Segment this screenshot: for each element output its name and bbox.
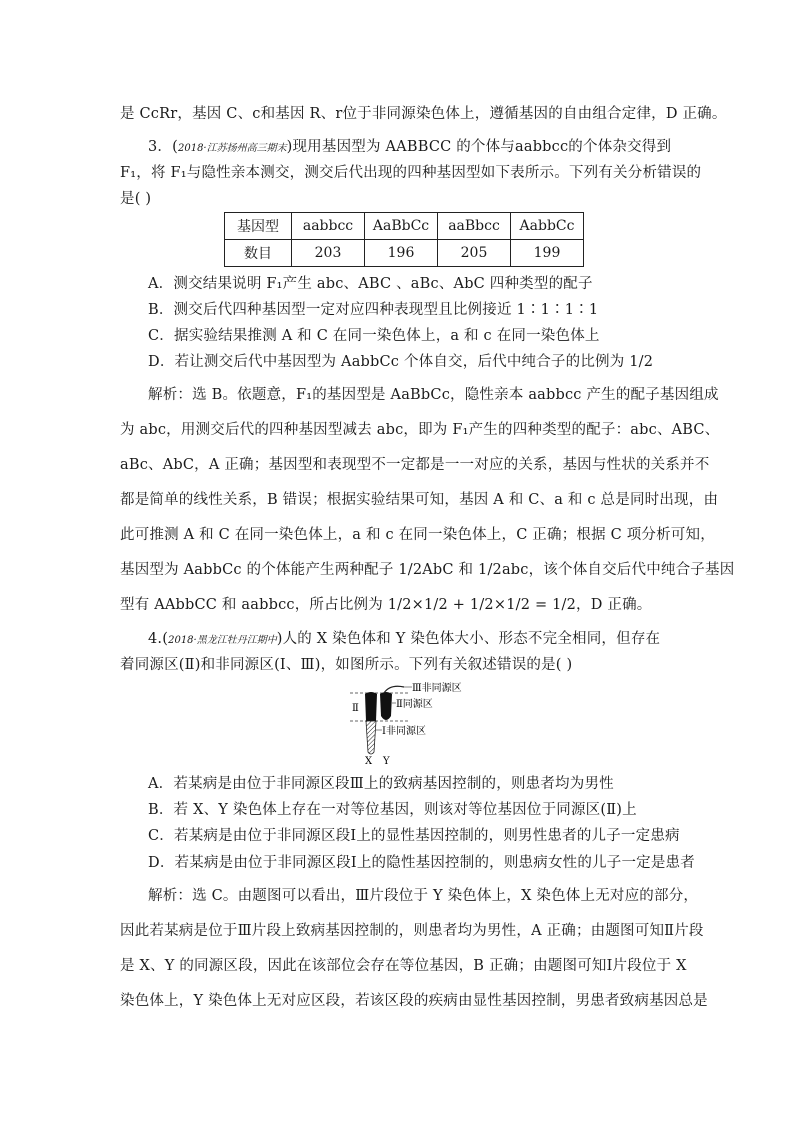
q3-analysis-line: aBc、AbC，A 正确；基因型和表现型不一定都是一一对应的关系，基因与性状的关系并不 xyxy=(120,457,710,473)
x-chromosome-homologous-part xyxy=(365,692,377,721)
q3-analysis-line: 都是简单的线性关系，B 错误；根据实验结果可知，基因 A 和 C、a 和 c 总是同时出现，由 xyxy=(120,492,719,508)
q4-option-a: A．若某病是由位于非同源区段Ⅲ上的致病基因控制的，则患者均为男性 xyxy=(148,776,614,792)
table-cell: 199 xyxy=(511,240,584,267)
q3-line-3: 是( ) xyxy=(120,191,152,207)
q3-line-1 xyxy=(148,135,671,156)
x-chromosome-nonhomologous-part xyxy=(366,721,376,754)
genotype-table xyxy=(224,212,584,267)
y-chromosome-nonhomologous-part xyxy=(384,686,404,693)
table-cell: 203 xyxy=(292,240,365,267)
table-header-row xyxy=(225,213,584,240)
xy-chromosome-diagram xyxy=(340,680,490,766)
label-y: Y xyxy=(383,756,390,766)
table-cell: AabbCc xyxy=(511,213,584,240)
q3-number: 3．( xyxy=(148,139,178,155)
table-cell: 205 xyxy=(438,240,511,267)
table-cell: 基因型 xyxy=(225,213,292,240)
q4-option-d: D．若某病是由位于非同源区段Ⅰ上的隐性基因控制的，则患病女性的儿子一定是患者 xyxy=(148,855,695,871)
q3-analysis-line: 解析：选 B。依题意，F₁的基因型是 AaBbCc，隐性亲本 aabbcc 产生的配子基因组成 xyxy=(148,387,719,403)
q3-line-1-rest: )现用基因型为 AABBCC 的个体与aabbcc的个体杂交得到 xyxy=(286,139,672,155)
label-region-ii-right: Ⅱ同源区 xyxy=(396,699,433,710)
table-row xyxy=(225,240,584,267)
q4-line-2: 着同源区(Ⅱ)和非同源区(Ⅰ、Ⅲ)，如图所示。下列有关叙述错误的是( ) xyxy=(120,657,573,673)
q3-line-2: F₁，将 F₁与隐性亲本测交，测交后代出现的四种基因型如下表所示。下列有关分析错误的 xyxy=(120,165,702,181)
table-cell: aabbcc xyxy=(292,213,365,240)
q3-option-d: D．若让测交后代中基因型为 AabbCc 个体自交，后代中纯合子的比例为 1/2 xyxy=(148,354,654,370)
q4-analysis-line: 染色体上，Y 染色体上无对应区段，若该区段的疾病由显性基因控制，男患者致病基因总是 xyxy=(120,993,708,1009)
q4-number: 4.( xyxy=(148,631,169,647)
q3-option-b: B．测交后代四种基因型一定对应四种表现型且比例接近 1∶1∶1∶1 xyxy=(148,302,599,318)
q4-option-b: B．若 X、Y 染色体上存在一对等位基因，则该对等位基因位于同源区(Ⅱ)上 xyxy=(148,802,637,818)
intro-line-1: 是 CcRr，基因 C、c和基因 R、r位于非同源染色体上，遵循基因的自由组合定律，D 正确。 xyxy=(120,106,727,122)
q3-analysis-line: 基因型为 AabbCc 的个体能产生两种配子 1/2AbC 和 1/2abc，该个体自交后代中纯合子基因 xyxy=(120,562,735,578)
label-region-iii: Ⅲ非同源区 xyxy=(412,683,462,694)
table-cell: AaBbCc xyxy=(365,213,438,240)
q4-option-c: C．若某病是由位于非同源区段Ⅰ上的显性基因控制的，则男性患者的儿子一定患病 xyxy=(148,828,680,844)
table-cell: aaBbcc xyxy=(438,213,511,240)
q3-source: 2018·江苏扬州高三期末 xyxy=(177,143,287,154)
label-x: X xyxy=(365,756,373,766)
label-region-i: Ⅰ非同源区 xyxy=(382,726,426,737)
q4-source: 2018·黑龙江牡丹江期中 xyxy=(168,635,277,646)
q3-option-a: A．测交结果说明 F₁产生 abc、ABC 、aBc、AbC 四种类型的配子 xyxy=(148,276,593,292)
table-cell: 196 xyxy=(365,240,438,267)
label-region-ii-left: Ⅱ xyxy=(352,703,359,714)
q4-analysis-line: 是 X、Y 的同源区段，因此在该部位会存在等位基因，B 正确；由题图可知Ⅰ片段位于 X xyxy=(120,958,687,974)
table-cell: 数目 xyxy=(225,240,292,267)
q3-option-c: C．据实验结果推测 A 和 C 在同一染色体上，a 和 c 在同一染色体上 xyxy=(148,328,600,344)
q3-analysis-line: 此可推测 A 和 C 在同一染色体上，a 和 c 在同一染色体上，C 正确；根据 C 项分析可知， xyxy=(120,527,715,543)
q4-analysis-line: 解析：选 C。由题图可以看出，Ⅲ片段位于 Y 染色体上，X 染色体上无对应的部分， xyxy=(148,888,699,904)
q4-line-1 xyxy=(148,627,660,648)
q3-analysis-line: 型有 AAbbCC 和 aabbcc，所占比例为 1/2×1/2 + 1/2×1/2 = 1/2，D 正确。 xyxy=(120,597,652,613)
q4-line-1-rest: )人的 X 染色体和 Y 染色体大小、形态不完全相同，但存在 xyxy=(276,631,661,647)
y-chromosome-homologous-part xyxy=(380,692,392,720)
q3-analysis-line: 为 abc，用测交后代的四种基因型减去 abc，即为 F₁产生的四种类型的配子：abc、ABC、 xyxy=(120,422,720,438)
q4-analysis-line: 因此若某病是位于Ⅲ片段上致病基因控制的，则患者均为男性，A 正确；由题图可知Ⅱ片段 xyxy=(120,923,704,939)
